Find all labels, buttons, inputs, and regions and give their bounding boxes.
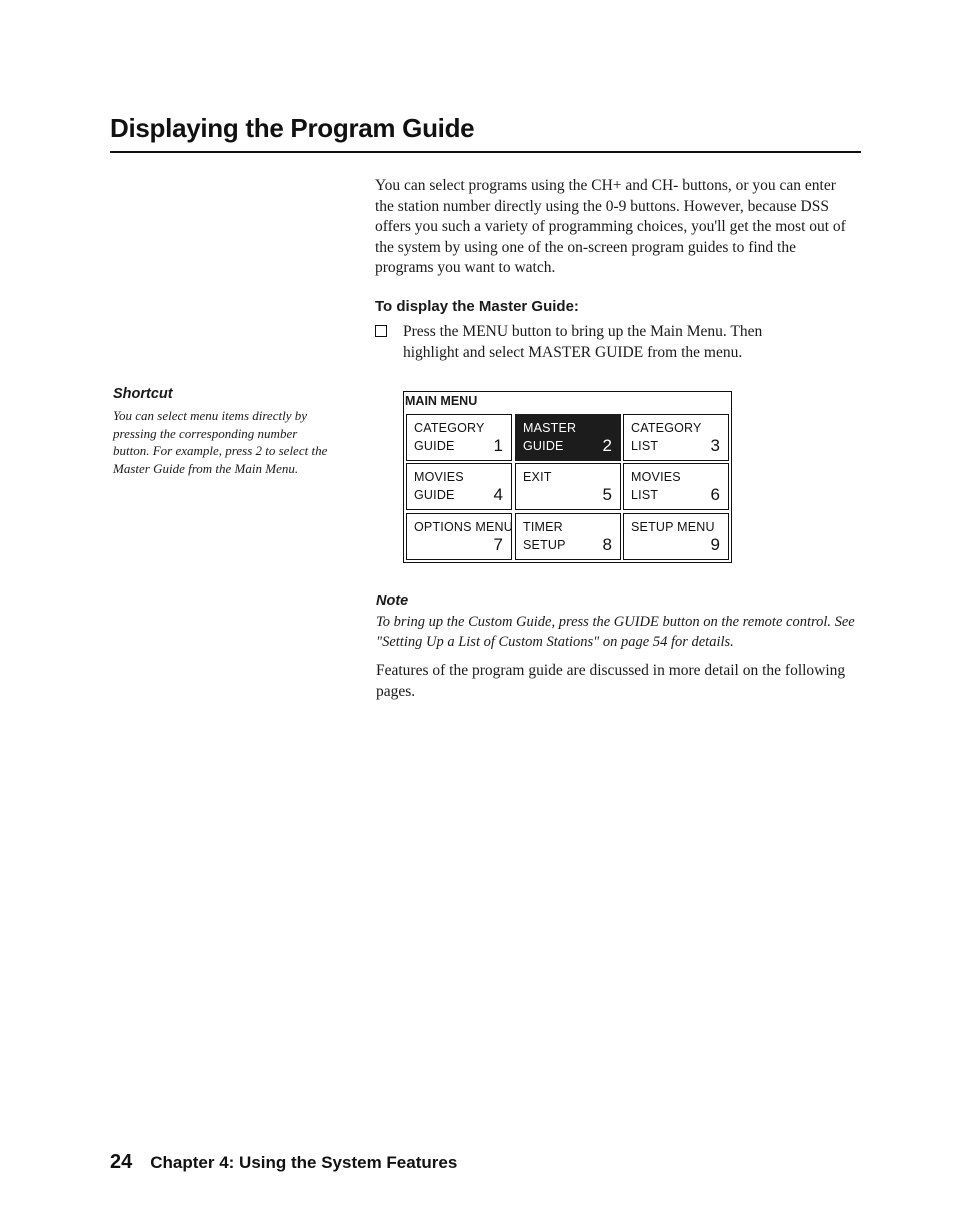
menu-item-label: MASTER xyxy=(523,421,577,435)
intro-paragraph: You can select programs using the CH+ and CH- buttons, or you can enter the station number directly using the 0-9 buttons. However, because DSS offers you such a variety of programming choices, you'll get the most out of the system by using one of the on-screen program guides to find the programs you want to watch. xyxy=(375,177,846,276)
menu-item-number: 9 xyxy=(710,535,720,554)
menu-item-master-guide xyxy=(515,414,621,461)
menu-item-label: GUIDE xyxy=(414,439,455,453)
page-title: Displaying the Program Guide xyxy=(110,113,475,143)
page-footer xyxy=(110,1151,457,1174)
note-body: To bring up the Custom Guide, press the GUIDE button on the remote control. See "Setting Up a List of Custom Stations" on page 54 for details. xyxy=(376,614,855,650)
menu-item-number: 5 xyxy=(602,485,612,504)
master-guide-step-text: Press the MENU button to bring up the Main Menu. Then highlight and select MASTER GUIDE from the menu. xyxy=(403,323,763,361)
checkbox-bullet-icon xyxy=(375,325,387,337)
menu-item-category-guide xyxy=(406,414,512,461)
menu-item-label: SETUP MENU xyxy=(631,520,715,534)
shortcut-body: You can select menu items directly by pressing the corresponding number button. For example, press 2 to select the Master Guide from the Main Menu. xyxy=(113,408,328,476)
menu-item-label: GUIDE xyxy=(523,439,564,453)
main-menu-title: MAIN MENU xyxy=(405,394,478,408)
note-heading: Note xyxy=(376,593,409,609)
menu-item-label: CATEGORY xyxy=(631,421,702,435)
menu-item-label: LIST xyxy=(631,439,659,453)
menu-item-timer-setup xyxy=(515,513,621,560)
menu-item-label: GUIDE xyxy=(414,488,455,502)
title-rule xyxy=(110,151,861,153)
menu-item-label: MOVIES xyxy=(631,470,681,484)
menu-item-label: CATEGORY xyxy=(414,421,485,435)
menu-item-number: 2 xyxy=(602,436,612,455)
menu-item-label: EXIT xyxy=(523,470,552,484)
menu-item-category-list xyxy=(623,414,729,461)
menu-item-label: OPTIONS MENU xyxy=(414,520,513,534)
menu-item-label: SETUP xyxy=(523,538,566,552)
menu-item-label: MOVIES xyxy=(414,470,464,484)
menu-item-number: 1 xyxy=(493,436,503,455)
menu-item-exit xyxy=(515,463,621,510)
menu-item-movies-list xyxy=(623,463,729,510)
shortcut-heading: Shortcut xyxy=(113,386,173,402)
page-number: 24 xyxy=(110,1151,133,1173)
master-guide-step xyxy=(375,321,815,363)
menu-item-number: 4 xyxy=(493,485,503,504)
menu-item-options-menu xyxy=(406,513,512,560)
menu-item-number: 6 xyxy=(710,485,720,504)
chapter-title: Chapter 4: Using the System Features xyxy=(150,1153,458,1172)
menu-item-number: 8 xyxy=(602,535,612,554)
menu-item-label: LIST xyxy=(631,488,659,502)
outro-paragraph: Features of the program guide are discussed in more detail on the following pages. xyxy=(376,662,846,700)
menu-item-movies-guide xyxy=(406,463,512,510)
menu-item-number: 7 xyxy=(493,535,503,554)
menu-item-setup-menu xyxy=(623,513,729,560)
menu-item-number: 3 xyxy=(710,436,720,455)
master-guide-heading: To display the Master Guide: xyxy=(375,298,579,315)
menu-item-label: TIMER xyxy=(523,520,563,534)
